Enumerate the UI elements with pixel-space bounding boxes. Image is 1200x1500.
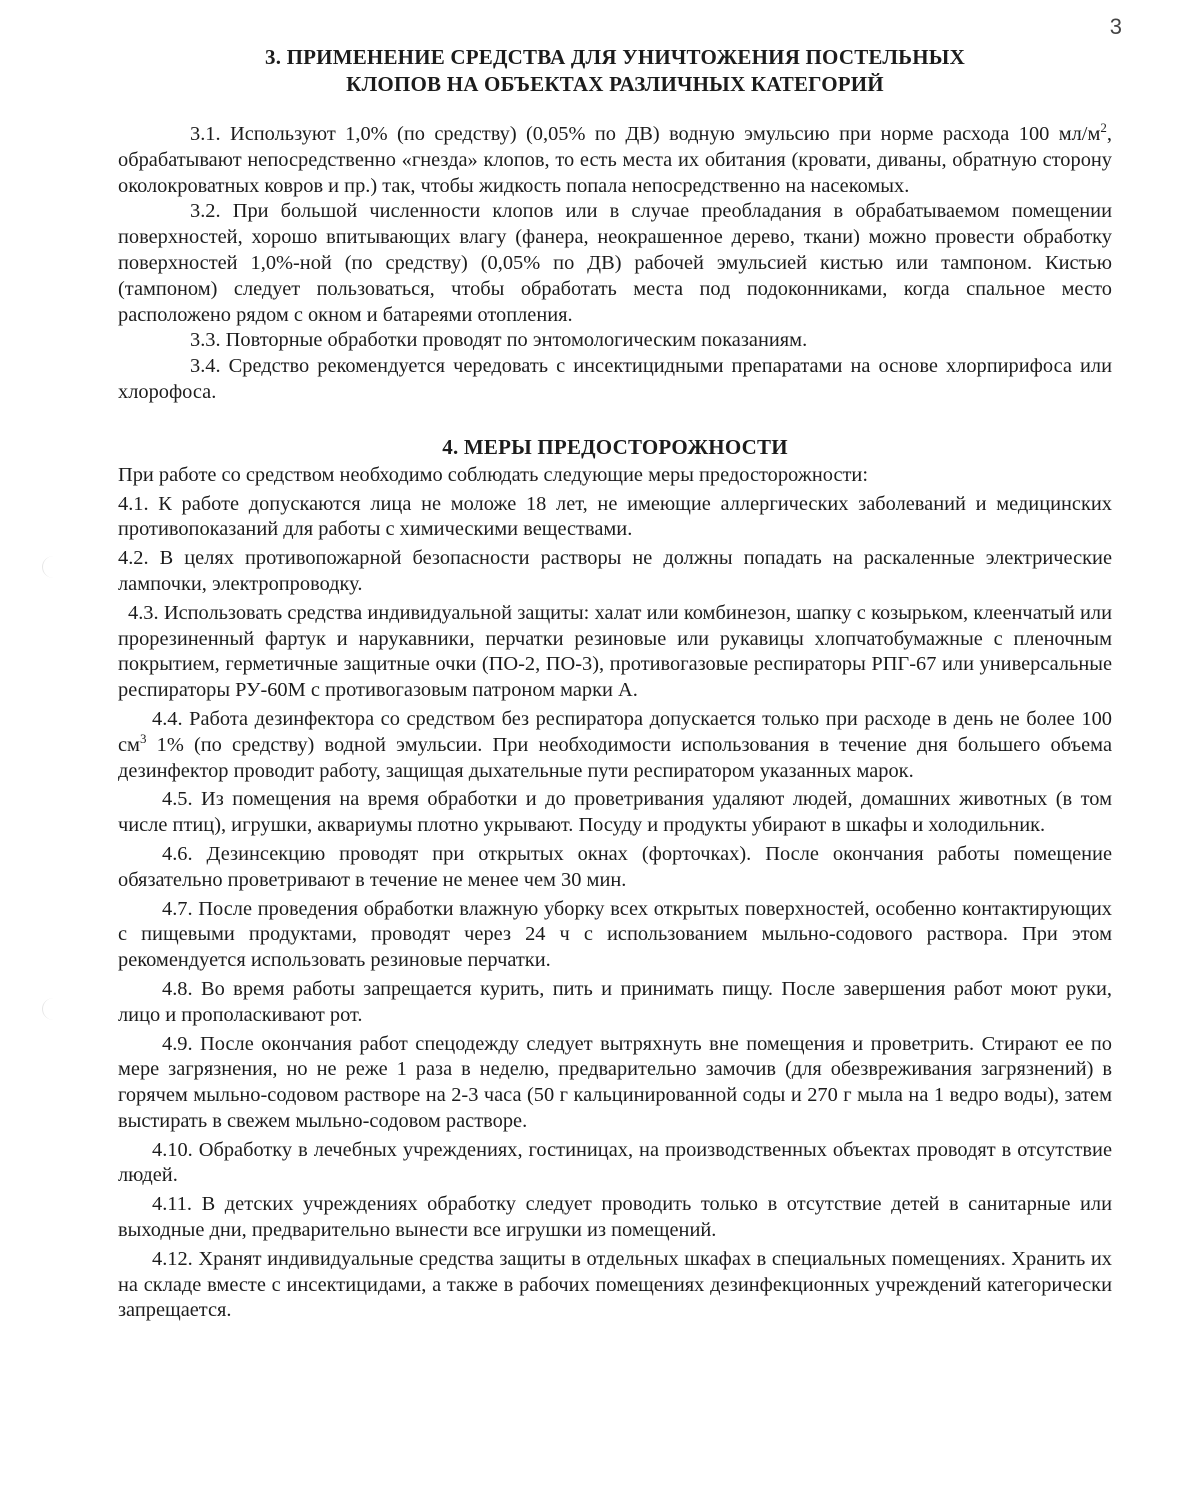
paragraph-4-3: 4.3. Использовать средства индивидуальной защиты: халат или комбинезон, шапку с козырьком, клеенчатый или прорезиненный фартук и нарукавники, перчатки резиновые или рукавицы хлопчатобумажные с пленочным покрытием, герметичные защитные очки (ПО-2, ПО-3), противогазовые респираторы РПГ-67 или универсальные респираторы РУ-60М с противогазовым патроном марки А. [118, 601, 1112, 702]
section-3-body [118, 122, 1112, 406]
paragraph-4-6: 4.6. Дезинсекцию проводят при открытых окнах (форточках). После окончания работы помещение обязательно проветривают в течение не менее чем 30 мин. [118, 842, 1112, 891]
paragraph-4-10: 4.10. Обработку в лечебных учреждениях, гостиницах, на производственных объектах проводят в отсутствие людей. [118, 1138, 1112, 1187]
section-3-title-line-1: 3. ПРИМЕНЕНИЕ СРЕДСТВА ДЛЯ УНИЧТОЖЕНИЯ ПОСТЕЛЬНЫХ [265, 45, 965, 69]
section-4-title: 4. МЕРЫ ПРЕДОСТОРОЖНОСТИ [442, 434, 788, 459]
paragraph-4-5: 4.5. Из помещения на время обработки и до проветривания удаляют людей, домашних животных (в том числе птиц), игрушки, аквариумы плотно укрывают. Посуду и продукты убирают в шкафы и холодильник. [118, 788, 1112, 837]
paragraph-4-12: 4.12. Хранят индивидуальные средства защиты в отдельных шкафах в специальных помещениях. Хранить их на складе вместе с инсектицидами, а также в рабочих помещениях дезинфекционных учреждений категорически запрещается. [118, 1247, 1112, 1322]
section-4-body [118, 463, 1112, 1325]
paragraph-4-4-text-a: 4.4. Работа дезинфектора со средством без респиратора допускается только при расходе в день не более 100 см [118, 707, 1112, 756]
paragraph-3-1 [118, 122, 1112, 199]
paragraph-3-3: 3.3. Повторные обработки проводят по энтомологическим показаниям. [190, 329, 808, 352]
document-body [118, 44, 1112, 1324]
section-3-title [118, 44, 1112, 98]
section-4-intro: При работе со средством необходимо соблюдать следующие меры предосторожности: [118, 463, 868, 486]
paragraph-4-7: 4.7. После проведения обработки влажную уборку всех открытых поверхностей, особенно контактирующих с пищевыми продуктами, проводят через 24 ч с использованием мыльно-содового раствора. При этом рекомендуется использовать резиновые перчатки. [118, 897, 1112, 972]
paragraph-4-8: 4.8. Во время работы запрещается курить, пить и принимать пищу. После завершения работ моют руки, лицо и прополаскивают рот. [118, 977, 1112, 1026]
paragraph-3-1-text-a: 3.1. Используют 1,0% (по средству) (0,05% по ДВ) водную эмульсию при норме расхода 100 мл/м [190, 123, 1101, 145]
paragraph-3-4: 3.4. Средство рекомендуется чередовать с инсектицидными препаратами на основе хлорпирифоса или хлорофоса. [118, 355, 1112, 403]
page-number: 3 [1109, 14, 1122, 39]
paragraph-4-11: 4.11. В детских учреждениях обработку следует проводить только в отсутствие детей в санитарные или выходные дни, предварительно вынести все игрушки из помещений. [118, 1193, 1112, 1242]
paragraph-3-1-text-b: , обрабатывают непосредственно «гнезда» клопов, то есть места их обитания (кровати, диваны, обратную сторону околокроватных ковров и пр.) так, чтобы жидкость попала непосредственно на насекомых. [118, 123, 1112, 197]
paragraph-4-1: 4.1. К работе допускаются лица не моложе 18 лет, не имеющие аллергических заболеваний и медицинских противопоказаний для работы с химическими веществами. [118, 492, 1112, 541]
superscript-square: 2 [1100, 120, 1107, 136]
scan-hole-mark [42, 998, 65, 1020]
section-3-title-line-2: КЛОПОВ НА ОБЪЕКТАХ РАЗЛИЧНЫХ КАТЕГОРИЙ [346, 72, 884, 96]
paragraph-4-9: 4.9. После окончания работ спецодежду следует вытряхнуть вне помещения и проветрить. Стирают ее по мере загрязнения, но не реже 1 раза в неделю, предварительно замочив (для обезвреживания загрязнений) в горячем мыльно-содовом растворе на 2-3 часа (50 г кальцинированной соды и 270 г мыла на 1 ведро воды), затем выстирать в свежем мыльно-содовом растворе. [118, 1032, 1112, 1132]
superscript-cube: 3 [139, 730, 147, 746]
paragraph-3-2: 3.2. При большой численности клопов или в случае преобладания в обрабатываемом помещении поверхностей, хорошо впитывающих влагу (фанера, неокрашенное дерево, ткани) можно провести обработку поверхностей 1,0%-ной (по средству) (0,05% по ДВ) рабочей эмульсией кистью или тампоном. Кистью (тампоном) следует пользоваться, чтобы обработать места под подоконниками, когда спальное место расположено рядом с окном и батареями отопления. [118, 200, 1112, 326]
paragraph-4-2: 4.2. В целях противопожарной безопасности растворы не должны попадать на раскаленные электрические лампочки, электропроводку. [118, 547, 1112, 595]
paragraph-4-4 [118, 707, 1112, 784]
scan-hole-mark [42, 556, 65, 578]
paragraph-4-4-text-b: 1% (по средству) водной эмульсии. При необходимости использования в течение дня большего объема дезинфектор проводит работу, защищая дыхательные пути респиратором указанных марок. [118, 733, 1112, 782]
